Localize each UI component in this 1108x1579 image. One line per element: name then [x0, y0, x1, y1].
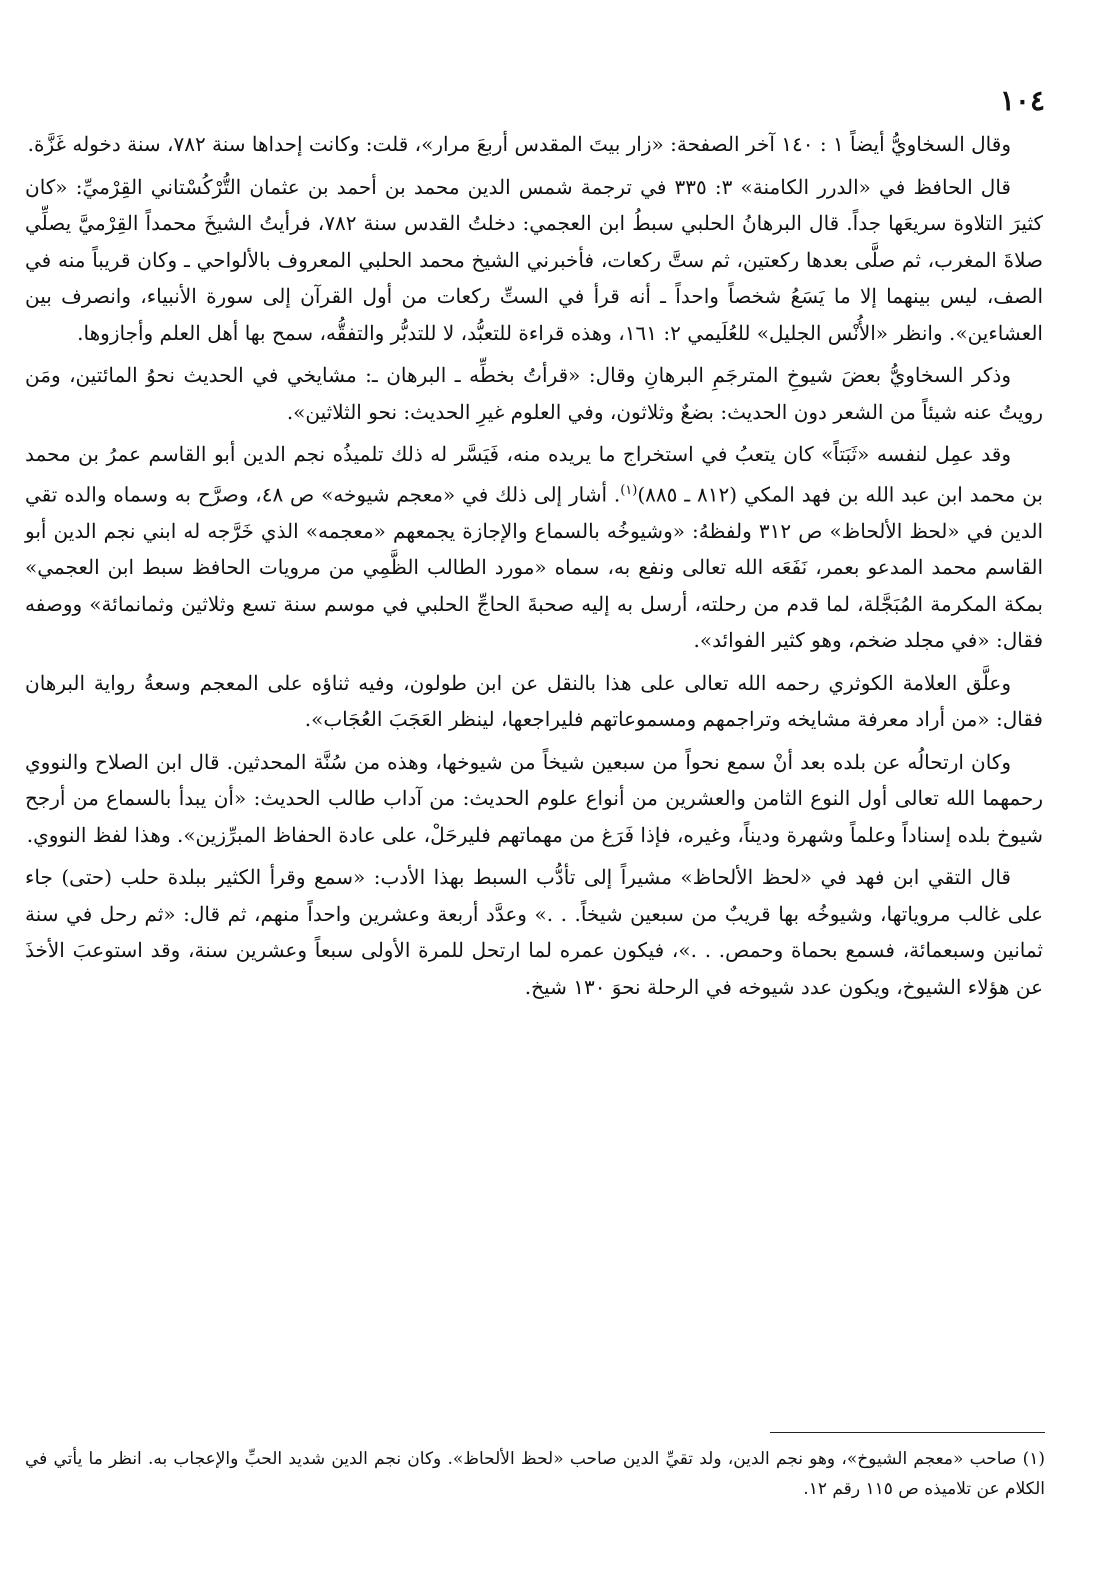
paragraph-7: قال التقي ابن فهد في «لحظ الألحاظ» مشيراً إلى تأدُّب السبط بهذا الأدب: «سمع وقرأ الكثير ببلدة حلب (حتى) جاء على غالب مروياتها، وشيوخُه بها قريبٌ من سبعين شيخاً. . .» وعدَّد أربعة وعشرين واحداً منهم، ثم قال: «ثم رحل في سنة ثمانين وسبعمائة، فسمع بحماة وحمص. . .»، فيكون عمره لما ارتحل للمرة الأولى سبعاً وعشرين سنة، وقد استوعبَ الأخذَ عن هؤلاء الشيوخ، ويكون عدد شيوخه في الرحلة نحوَ ١٣٠ شيخ.	[25, 865, 1044, 999]
footnotes	[25, 1444, 1045, 1504]
main-text	[25, 126, 1043, 1005]
footnote-1: (١) صاحب «معجم الشيوخ»، وهو نجم الدين، ولد تقيِّ الدين صاحب «لحظ الألحاظ». وكان نجم الدين شديد الحبِّ والإعجاب به. انظر ما يأتي في الكلام عن تلاميذه ص ١١٥ رقم ١٢.	[25, 1449, 1045, 1499]
footnote-divider	[770, 1432, 1045, 1433]
paragraph-4-tail: . أشار إلى ذلك في «معجم شيوخه» ص ٤٨، وصرَّح به وسماه والده تقي الدين في «لحظ الألحاظ» ص ٣١٢ ولفظهُ: «وشيوخُه بالسماع والإجازة يجمعهم «معجمه» الذي خَرَّجه له ابني نجم الدين أبو القاسم محمد المدعو بعمر، نَفَعَه الله تعالى ونفع به، سماه «مورد الطالب الظَّمِي من مرويات الحافظ سبط ابن العجمي» بمكة المكرمة المُبَجَّلة، لما قدم من رحلته، أرسل به إليه صحبةَ الحاجِّ الحلبي في موسم سنة تسع وثلاثين وثمانمائة» ووصفه فقال: «في مجلد ضخم، وهو كثير الفوائد».	[25, 482, 1044, 653]
paragraph-6: وكان ارتحالُه عن بلده بعد أنْ سمع نحواً من سبعين شيخاً من شيوخها، وهذه من سُنَّة المحدثين. قال ابن الصلاح والنووي رحمهما الله تعالى أول النوع الثامن والعشرين من أنواع علوم الحديث: من آداب طالب الحديث: «أن يبدأ بالسماع من أرجح شيوخ بلده إسناداً وعلماً وشهرة وديناً، وغيره، فإذا فَرَغ من مهماتهم فليرحَلْ، على عادة الحفاظ المبرِّزين». وهذا لفظ النووي.	[25, 749, 1043, 847]
paragraph-4-head: وقد عمِل لنفسه «ثَبَتاً» كان يتعبُ في استخراج ما يريده منه، فَيَسَّر له ذلك تلميذُه نجم الدين أبو القاسم عمرُ بن محمد بن محمد ابن عبد الله بن فهد المكي (٨١٢ ـ ٨٨٥)	[25, 442, 1043, 507]
paragraph-3: وذكر السخاويُّ بعضَ شيوخِ المترجَمِ البرهانِ وقال: «قرأتُ بخطِّه ـ البرهان ـ: مشايخي في الحديث نحوُ المائتين، ومَن رويتُ عنه شيئاً من الشعر دون الحديث: بضعٌ وثلاثون، وفي العلوم غيرِ الحديث: نحو الثلاثين».	[25, 363, 1043, 424]
paragraph-2: قال الحافظ في «الدرر الكامنة» ٣: ٣٣٥ في ترجمة شمس الدين محمد بن أحمد بن عثمان التُّرْكُسْتاني القِرْميِّ: «كان كثيرَ التلاوة سريعَها جداً. قال البرهانُ الحلبي سبطُ ابن العجمي: دخلتُ القدس سنة ٧٨٢، فرأيتُ الشيخَ محمداً القِرْميَّ يصلِّي صلاةَ المغرب، ثم صلَّى بعدها ركعتين، ثم ستَّ ركعات، فأخبرني الشيخ محمد الحلبي المعروف بالألواحي ـ وكان قريباً منه في الصف، ليس بينهما إلا ما يَسَعُ شخصاً واحداً ـ أنه قرأ في الستِّ ركعات من أول القرآن إلى سورة الأنبياء، وانصرف بين العشاءين». وانظر «الأُنْس الجليل» للعُلَيمي ٢: ١٦١، وهذه قراءة للتعبُّد، لا للتدبُّر والتفقُّه، سمح بها أهل العلم وأجازوها.	[25, 174, 1043, 345]
paragraph-5: وعلَّق العلامة الكوثري رحمه الله تعالى على هذا بالنقل عن ابن طولون، وفيه ثناؤه على المعجم وسعةُ رواية البرهان فقال: «من أراد معرفة مشايخه وتراجمهم ومسموعاتهم فليراجعها، لينظر العَجَبَ العُجَاب».	[25, 670, 1043, 732]
page-number: ١٠٤	[999, 84, 1045, 117]
paragraph-1: وقال السخاويُّ أيضاً ١ : ١٤٠ آخر الصفحة: «زار بيتَ المقدس أربعَ مرار»، قلت: وكانت إحداها سنة ٧٨٢، سنة دخوله غَزَّة.	[27, 132, 1011, 156]
paragraph-4	[25, 436, 1043, 659]
footnote-reference[interactable]: (١)	[620, 482, 638, 498]
